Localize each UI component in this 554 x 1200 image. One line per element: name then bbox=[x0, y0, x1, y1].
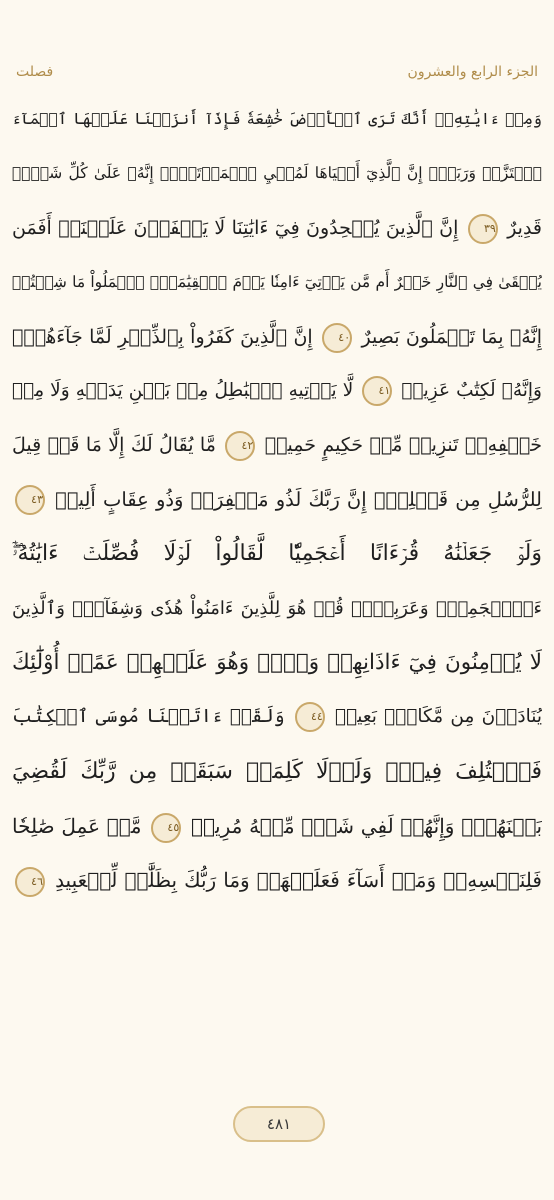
verse-text: فَلِنَفۡسِهِۦۖ وَمَنۡ أَسَآءَ فَعَلَيۡهَاۗ وَمَا رَبُّكَ بِظَلَّٰمٖ لِّلۡعَبِيدِ bbox=[55, 868, 542, 893]
verse-text: وَلَوۡ جَعَلۡنَٰهُ قُرۡءَانًا أَعۡجَمِيّٗا لَّقَالُواْ لَوۡلَا فُصِّلَتۡ ءَايَٰتُهُۥٓۖ bbox=[12, 541, 542, 567]
text-line bbox=[12, 527, 542, 581]
text-line bbox=[12, 745, 542, 799]
text-line bbox=[12, 146, 542, 200]
verse-text: فَٱخۡتُلِفَ فِيهِۗ وَلَوۡلَا كَلِمَةٞ سَبَقَتۡ مِن رَّبِّكَ لَقُضِيَ bbox=[12, 758, 542, 784]
verse-text: لَّا يَأۡتِيهِ ٱلۡبَٰطِلُ مِنۢ بَيۡنِ يَدَيۡهِ وَلَا مِنۡ bbox=[12, 379, 354, 401]
text-line bbox=[12, 636, 542, 690]
verse-text: إِنَّ ٱلَّذِينَ يُلۡحِدُونَ فِيٓ ءَايَٰتِنَا لَا يَخۡفَوۡنَ عَلَيۡنَآۗ أَفَمَن bbox=[12, 216, 459, 239]
text-line bbox=[12, 473, 542, 527]
verse-text: ءَا۬عۡجَمِيّٞ وَعَرَبِيّٞۗ قُلۡ هُوَ لِلَّذِينَ ءَامَنُواْ هُدٗى وَشِفَآءٞۚ وَٱلَّذِينَ bbox=[12, 597, 542, 619]
juz-label[interactable]: الجزء الرابع والعشرون bbox=[407, 64, 538, 80]
page-header bbox=[16, 54, 538, 90]
page-number-badge bbox=[233, 1106, 325, 1142]
ayah-number-marker: ٤٠ bbox=[322, 323, 352, 353]
text-line bbox=[12, 690, 542, 744]
text-line bbox=[12, 582, 542, 636]
verse-text: يُلۡقَىٰ فِي ٱلنَّارِ خَيۡرٌ أَم مَّن يَأۡتِيٓ ءَامِنٗا يَوۡمَ ٱلۡقِيَٰمَةِۚ ٱعۡمَلُواْ مَا شِئۡتُمۡ bbox=[12, 273, 542, 292]
text-line bbox=[12, 92, 542, 146]
text-line bbox=[12, 853, 542, 907]
ayah-number-marker: ٤٤ bbox=[295, 702, 325, 732]
verse-text: يُنَادَوۡنَ مِن مَّكَانِۭ بَعِيدٖ bbox=[335, 706, 542, 728]
verse-text: خَلۡفِهِۦۖ تَنزِيلٞ مِّنۡ حَكِيمٍ حَمِيدٖ bbox=[264, 434, 542, 457]
verse-text: لَا يُؤۡمِنُونَ فِيٓ ءَاذَانِهِمۡ وَقۡرٞ وَهُوَ عَلَيۡهِمۡ عَمًىۚ أُوْلَٰٓئِكَ bbox=[12, 649, 542, 675]
verse-text: وَمِنۡ ءَايَٰتِهِۦٓ أَنَّكَ تَرَى ٱلۡأَرۡضَ خَٰشِعَةٗ فَإِذَآ أَنزَلۡنَا عَلَيۡهَا ٱلۡمَآءَ bbox=[12, 110, 542, 128]
ayah-number-marker: ٤٦ bbox=[15, 867, 45, 897]
verse-text: ٱهۡتَزَّتۡ وَرَبَتۡۚ إِنَّ ٱلَّذِيٓ أَحۡيَاهَا لَمُحۡيِ ٱلۡمَوۡتَىٰٓۚ إِنَّهُۥ عَلَىٰ كُلِّ شَيۡءٖ bbox=[12, 164, 542, 183]
verse-text: لِلرُّسُلِ مِن قَبۡلِكَۚ إِنَّ رَبَّكَ لَذُو مَغۡفِرَةٖ وَذُو عِقَابٍ أَلِيمٖ bbox=[55, 487, 542, 511]
verse-text: قَدِيرٌ bbox=[507, 216, 542, 239]
page-number: ٤٨١ bbox=[266, 1115, 292, 1133]
surah-name[interactable]: فصلت bbox=[16, 64, 54, 80]
verse-text: مَّا يُقَالُ لَكَ إِلَّا مَا قَدۡ قِيلَ bbox=[12, 434, 216, 457]
text-line bbox=[12, 799, 542, 853]
text-line bbox=[12, 201, 542, 255]
text-line bbox=[12, 418, 542, 472]
verse-text: وَلَقَدۡ ءَاتَيۡنَا مُوسَى ٱلۡكِتَٰبَ bbox=[12, 706, 285, 728]
ayah-number-marker: ٤١ bbox=[362, 376, 392, 406]
ayah-number-marker: ٤٣ bbox=[15, 485, 45, 515]
verse-text: إِنَّ ٱلَّذِينَ كَفَرُواْ بِٱلذِّكۡرِ لَمَّا جَآءَهُمۡۖ bbox=[12, 325, 313, 348]
quran-text bbox=[12, 92, 542, 908]
ayah-number-marker: ٤٥ bbox=[151, 813, 181, 843]
verse-text: وَإِنَّهُۥ لَكِتَٰبٌ عَزِيزٞ bbox=[401, 379, 542, 401]
text-line bbox=[12, 255, 542, 309]
ayah-number-marker: ٣٩ bbox=[468, 214, 498, 244]
ayah-number-marker: ٤٢ bbox=[225, 431, 255, 461]
verse-text: مَّنۡ عَمِلَ صَٰلِحٗا bbox=[12, 814, 142, 839]
text-line bbox=[12, 310, 542, 364]
text-line bbox=[12, 364, 542, 418]
verse-text: بَيۡنَهُمۡۚ وَإِنَّهُمۡ لَفِي شَكّٖ مِّنۡهُ مُرِيبٖ bbox=[191, 814, 542, 839]
verse-text: إِنَّهُۥ بِمَا تَعۡمَلُونَ بَصِيرٌ bbox=[361, 325, 542, 348]
